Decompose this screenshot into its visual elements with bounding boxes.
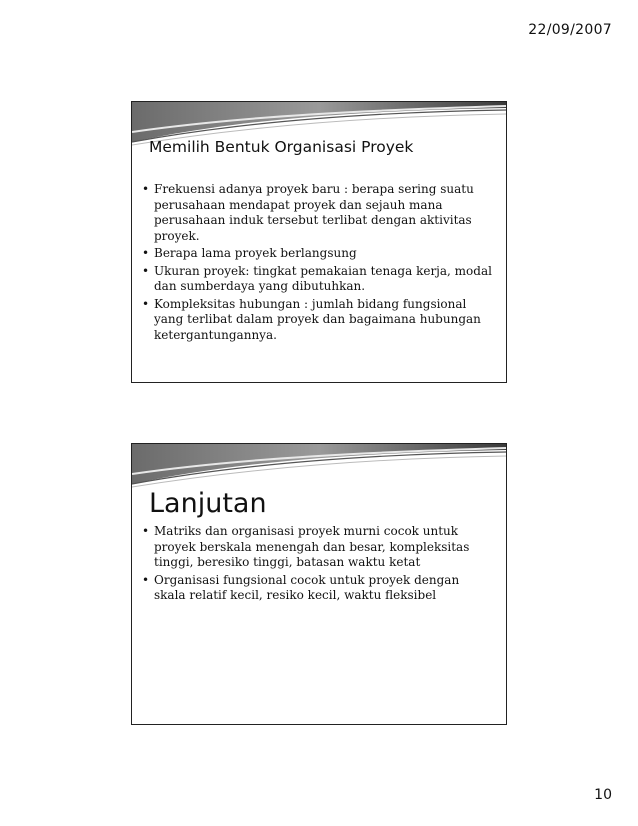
list-item: • Berapa lama proyek berlangsung (142, 246, 357, 260)
list-item: • Organisasi fungsional cocok untuk proyek dengan skala relatif kecil, resiko kecil, waktu fleksibel (142, 572, 460, 602)
print-date: 22/09/2007 (528, 22, 612, 38)
bullet-list (140, 524, 492, 606)
list-item: • Frekuensi adanya proyek baru : berapa sering suatu perusahaan mendapat proyek dan sejauh mana perusahaan induk tersebut terlibat dengan aktivitas proyek. (142, 182, 474, 243)
header-swoosh-decoration (132, 444, 506, 488)
page-number: 10 (594, 787, 612, 803)
list-item: • Ukuran proyek: tingkat pemakaian tenaga kerja, modal dan sumberdaya yang dibutuhkan. (142, 263, 492, 293)
slide-2 (131, 443, 507, 725)
bullet-list (140, 182, 492, 345)
slide-1 (131, 101, 507, 383)
slide-title: Memilih Bentuk Organisasi Proyek (149, 138, 414, 156)
slide-title: Lanjutan (149, 488, 267, 519)
list-item: • Matriks dan organisasi proyek murni cocok untuk proyek berskala menengah dan besar, kompleksitas tinggi, beresiko tinggi, batasan waktu ketat (142, 524, 470, 569)
list-item: • Kompleksitas hubungan : jumlah bidang fungsional yang terlibat dalam proyek dan bagaimana hubungan ketergantungannya. (142, 296, 481, 342)
